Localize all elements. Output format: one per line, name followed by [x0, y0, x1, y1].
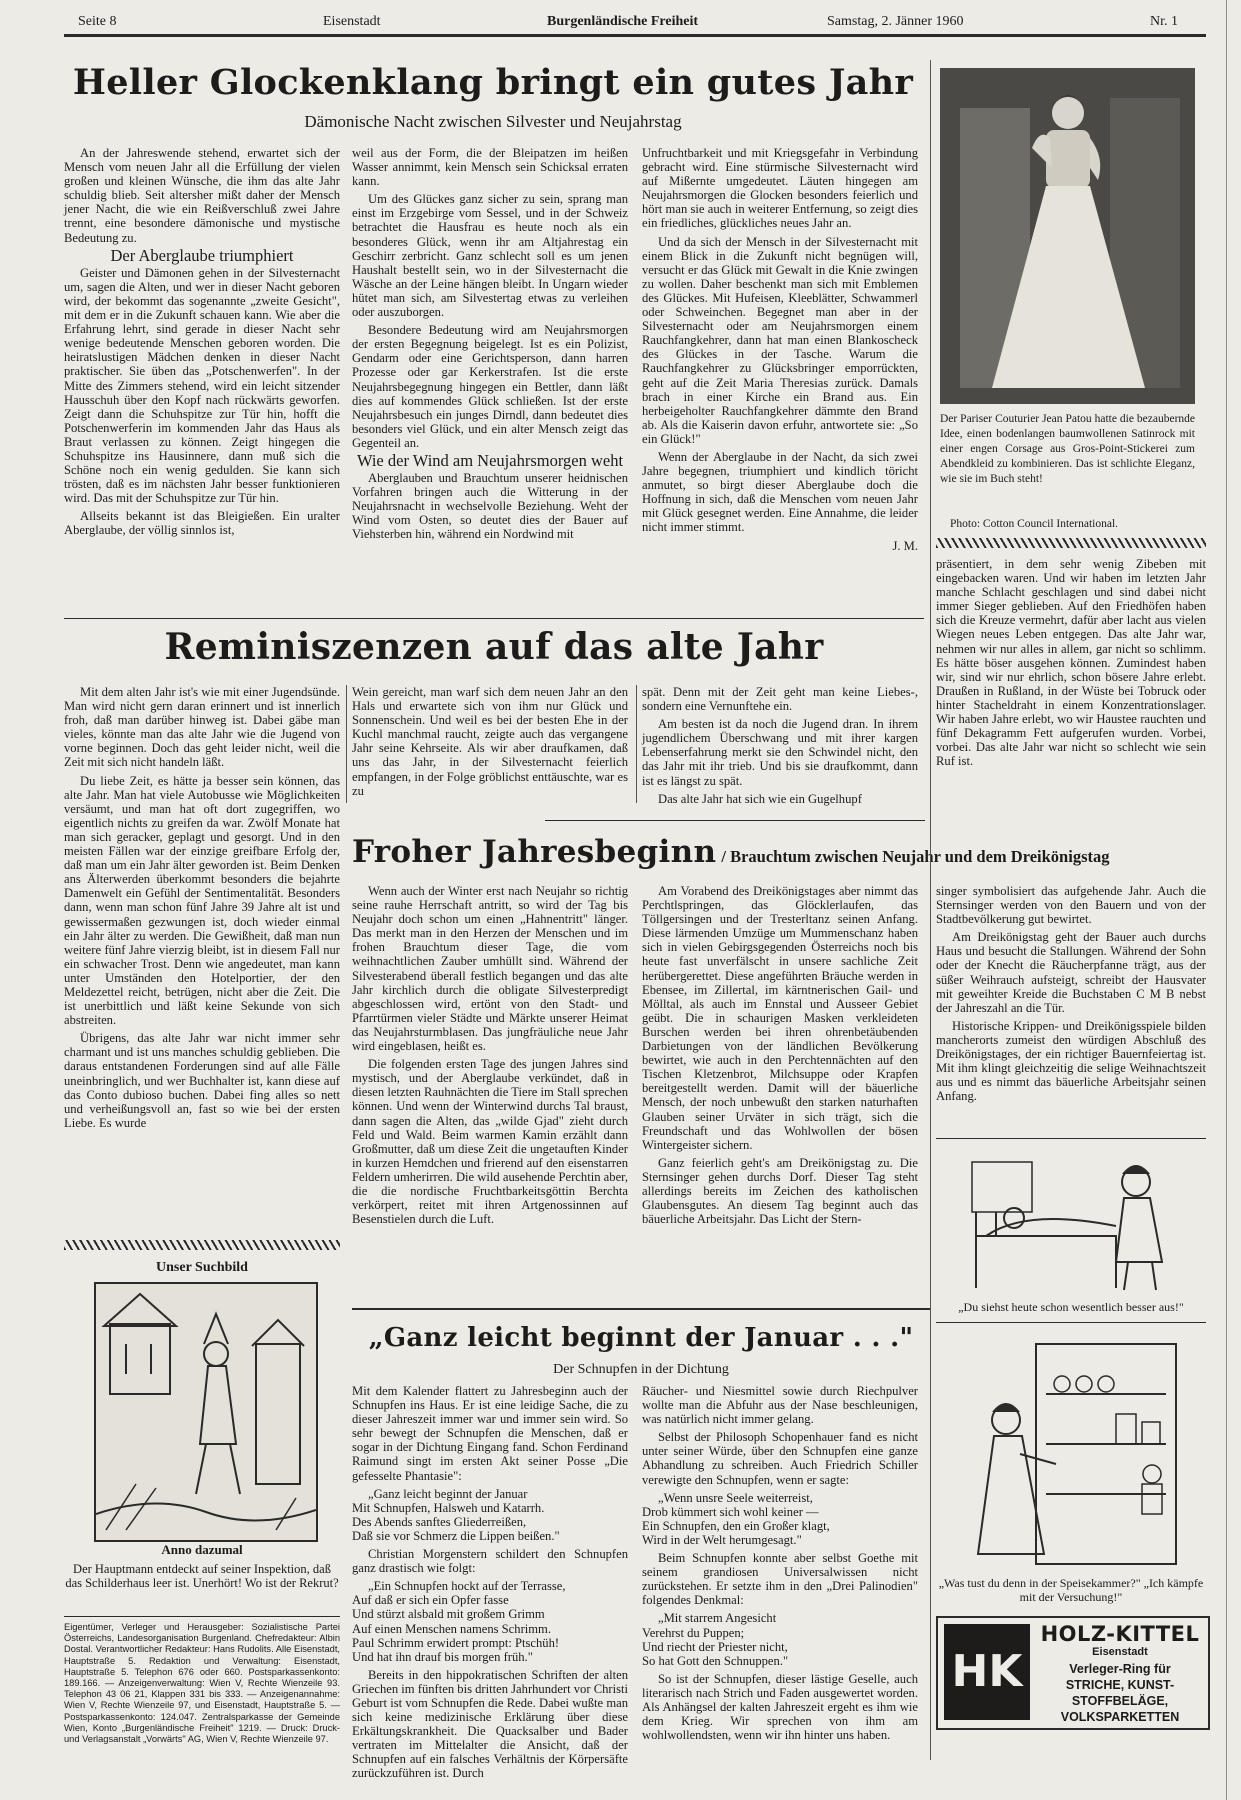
paragraph: Unfruchtbarkeit und mit Kriegsgefahr in Verbindung gebracht wird. Eine stürmische Silvesternacht wird auf Mißernte umgedeutet. Läuten hingegen am Neujahrsmorgen die Glocken besonders feierlich und hört man sie auch in weiterer Entfernung, so zeigt dies ein friedliches, glückliches neues Jahr an.: [642, 146, 918, 231]
paragraph: Selbst der Philosoph Schopenhauer fand es nicht unter seiner Würde, über den Schnupfen eine ganze Abhandlung zu schreiben. Auch Friedrich Schiller verewigte den Schnupfen, wenn er sagte:: [642, 1430, 918, 1487]
paragraph: Beim Schnupfen konnte aber selbst Goethe mit seinem grandiosen Universalwissen nicht zurückstehen. Er setzte ihm in den „Drei Palinodien" folgendes Denkmal:: [642, 1551, 918, 1608]
paragraph: präsentiert, in dem sehr wenig Zibeben mit eingebacken waren. Und wir haben im letzten Jahr manche Schlacht geschlagen und sind dabei nicht immer Sieger geblieben. Auf den Friedhöfen haben sich die Kreuze vermehrt, dafür aber lacht aus vielen Wiegen neues Leben entgegen. Das alte Jahr war, nehmen wir nur alles in allem, gar nicht so schlimm. Es hätte böser ausgehen können. Zumindest haben wir, sind wir nur ehrlich, schon bösere Jahre erlebt. Draußen in Rußland, in der Wüste bei Tobruck oder hinter Stacheldraht in einem Konzentrationslager. Wir haben Jahre erlebt, wo wir Haustee rauchten und fünf Dekagramm Fett aufgerufen wurden. Vorbei, vorbei. Das alte Jahr war nicht so schlecht wie sein Ruf ist.: [936, 557, 1206, 769]
column-rule: [636, 685, 637, 803]
cartoon2-caption: „Was tust du denn in der Speisekammer?" „Ich kämpfe mit der Versuchung!": [938, 1576, 1204, 1604]
article2-col1: [64, 685, 340, 1134]
fashion-photo: [940, 68, 1195, 404]
rule: [936, 1322, 1206, 1323]
article2-right-col: [936, 557, 1206, 772]
paragraph: Am Dreikönigstag geht der Bauer auch durchs Haus und besucht die Stallungen. Während der Sohn oder der Knecht die Räucherpfanne trägt, aus der süßer Weihrauch aufsteigt, schreibt der Hausvater mit geweihter Kreide die Buchstaben C M B nebst der Jahreszahl an die Tür.: [936, 930, 1206, 1015]
article1-col2: [352, 146, 628, 546]
photo-caption: Der Pariser Couturier Jean Patou hatte die bezaubernde Idee, einen bodenlangen baumwollenen Satinrock mit einer engen Corsage aus Gros-Point-Stickerei zum Abendkleid zu kombinieren. Das ist schlichte Eleganz, wie sie im Buch steht!: [940, 413, 1195, 485]
subheading: Wie der Wind am Neujahrsmorgen weht: [356, 450, 624, 470]
paragraph: So ist der Schnupfen, dieser lästige Geselle, auch literarisch nach Strich und Faden ausgewertet worden. Als Anhängsel der kalten Jahreszeit ergeht es ihm wie dem Krieg. Wir sprechen von ihm am wohlwollendsten, wenn wir ihn hinter uns haben.: [642, 1671, 918, 1743]
paragraph: Wein gereicht, man warf sich dem neuen Jahr an den Hals und erwartete sich von ihm nur Glück und Sonnenschein. Und weil es bei der besten Ehe in der Kuchl manchmal raucht, zeigte auch das vergangene Jahr seine Kehrseite. Als wir aber draufkamen, daß uns das Jahr, in der Silvesternacht feierlich empfangen, in der Folge gröblichst enttäuschte, war es zu: [352, 685, 628, 798]
column-rule: [930, 60, 931, 1760]
paragraph: Wenn auch der Winter erst nach Neujahr so richtig seine rauhe Herrschaft antritt, so wird der Tag bis Neujahr doch schon um einen „Hahnentritt" länger. Das merkt man in den Herzen der Menschen und im frohen Brauchtum dieser Tage, die vom weihnachtlichen Zauber umhüllt sind. Während der Silvesterabend überall festlich begangen und das alte Jahr kirchlich durch die obligate Silvesterpredigt abgeschlossen wird, ertönt von den Stadt- und Pfarrtürmen vieler Städte und Märkte unserer Heimat das Neujahrsturmblasen. Das jungfräuliche neue Jahr wird eingeblasen, heißt es.: [352, 884, 628, 1054]
puzzle-image: [94, 1282, 318, 1542]
poem: „Wenn unsre Seele weiterreist, Drob kümmert sich wohl keiner — Ein Schnupfen, den ein Großer klagt, Wird in der Welt herumgesagt.": [642, 1490, 830, 1547]
paragraph: Allseits bekannt ist das Bleigießen. Ein uralter Aberglaube, der völlig sinnlos ist,: [64, 509, 340, 538]
article3-subtitle: / Brauchtum zwischen Neujahr und dem Dreikönigstag: [721, 847, 1110, 866]
puzzle-text: Der Hauptmann entdeckt auf seiner Inspektion, daß das Schilderhaus leer ist. Unerhört! Wo ist der Rekrut?: [65, 1562, 339, 1590]
rule: [545, 820, 925, 821]
ad-city: Eisenstadt: [1092, 1646, 1148, 1658]
paragraph: Historische Krippen- und Dreikönigsspiele bilden mancherorts zumeist den würdigen Abschluß des Dreikönigstages, der ein richtiger Bauernfeiertag ist. Mit ihm klingt gleichzeitig die selige Weihnachtszeit aus und es nimmt das bäuerliche Arbeitsjahr seinen Anfang.: [936, 1018, 1206, 1104]
cartoon1-caption: „Du siehst heute schon wesentlich besser aus!": [958, 1300, 1184, 1314]
paragraph: Am besten ist da noch die Jugend dran. In ihrem jugendlichem Überschwang und mit ihrer kargen Lebenserfahrung merkt sie den Schwindel nicht, den das Jahr mit ihr trieb. Und bis sie draufkommt, dann ist es längst zu spät.: [642, 717, 918, 788]
paragraph: Besondere Bedeutung wird am Neujahrsmorgen der ersten Begegnung beigelegt. Ist es ein Polizist, Gendarm oder eine Gerichtsperson, dann harren Prozesse oder gar Kerkerstrafen. Ist die erste Neujahrsbegegnung hingegen ein Bettler, dann läßt dies auf kommendes Glück schließen. Ist der erste Neujahrsbesuch ein junges Dirndl, dann bedeutet dies besonders viel Glück, und ein alter Mensch zeigt das Gegenteil an.: [352, 323, 628, 450]
paragraph: Die folgenden ersten Tage des jungen Jahres sind mystisch, und der Aberglaube verkündet, daß in diesen letzten Rauhnächten die Tiere im Stall sprechen können. Und wenn der Winterwind durchs Tal braust, dann sagen die Alten, das „wilde Gjad" zieht durch Feld und Wald. Beim warmen Kamin erzählt dann Großmutter, daß um diese Zeit die ungetauften Kinder in kurzen Hemdchen und frierend auf den eisenstarren Feldern umherirren. Die wild ausehende Perchtin aber, die die nordische Fruchtbarkeitsgöttin Berchta verkörpert, reitet mit ihren Artgenossinnen auf Besenstielen durch die Luft.: [352, 1057, 628, 1227]
column-rule: [346, 685, 347, 803]
page-edge-rule: [1226, 0, 1227, 1800]
ad-text: [1036, 1622, 1204, 1725]
article1-col1: [64, 146, 340, 542]
paragraph: Und da sich der Mensch in der Silvesternacht mit einem Blick in die Zukunft nicht begnügen will, versucht er das Glück mit Gewalt in die Knie zwingen zu wollen. Daher beschenkt man sich mit Emblemen des Glückes. Mit Hufeisen, Kleeblätter, Schwammerl oder Schweinchen. Begegnet man aber in der Silvesternacht oder am Neujahrsmorgen einem Rauchfangkehrer, dann hat man einen Blankoscheck des Glückes in der Tasche. Warum die Rauchfangkehrer zu Glücksbringer emporrückten, geht auf die Zeit Maria Theresias zurück. Damals brach in einer Kirche ein Brand aus. Ein herbeigeholter Rauchfangkehrer dämmte den Brand ab. Als die Kaiserin davon erfuhr, antwortete sie: „So ein Glück!": [642, 234, 918, 446]
cartoon-sickbed: [966, 1152, 1186, 1294]
poem: „Ein Schnupfen hockt auf der Terrasse, Auf daß er sich ein Opfer fasse Und stürzt alsbald mit großem Grimm Auf einen Menschen namens Schrimm. Paul Schrimm erwidert prompt: Ptschüh! Und hat ihn drauf bis morgen früh.": [352, 1579, 566, 1664]
article1-author: J. M.: [892, 538, 918, 553]
article3-header: [352, 834, 1110, 870]
photo-credit: Photo: Cotton Council International.: [950, 518, 1119, 530]
article3-title: Froher Jahresbeginn: [352, 834, 717, 870]
subheading: Der Aberglaube triumphiert: [110, 245, 294, 265]
article2-col3: [642, 685, 918, 810]
page-number: Seite 8: [78, 14, 117, 29]
article4-col2: [642, 1384, 918, 1746]
article1-subtitle: Dämonische Nacht zwischen Silvester und Neujahrstag: [304, 112, 682, 131]
paragraph: Um des Glückes ganz sicher zu sein, sprang man einst im Erzgebirge vom Sessel, und in der Schweiz betrachtet die Hausfrau es heute noch als ein besonderes Glück, wenn ihr am Altjahrestag ein Geschirr zerbricht. Ganz schlecht soll es um jenen Haushalt bestellt sein, wo in der Silvesternacht die Wäsche an der Leine hängen bleibt. In Ungarn wieder hütet man sich, am Silvestertag etwas zu verleihen oder auszuborgen.: [352, 192, 628, 320]
paragraph: Aberglauben und Brauchtum unserer heidnischen Vorfahren bringen auch die Witterung in der Neujahrsnacht in wechselvolle Beziehung. Weht der Wind vom Osten, so deutet dies der Bauer auf Viehsterben hin, während ein Nordwind mit: [352, 471, 628, 542]
paragraph: Mit dem Kalender flattert zu Jahresbeginn auch der Schnupfen ins Haus. Er ist eine leidige Sache, die zu dieser Jahreszeit immer war und immer sein wird. So sehr bewegt der Schnupfen die Menschen, daß er sogar in der Dichtung Eingang fand. Schon Ferdinand Raimund singt im ersten Akt seiner Posse „Die gefesselte Phantasie":: [352, 1384, 628, 1483]
puzzle-title: Unser Suchbild: [156, 1260, 248, 1275]
article3-col1: [352, 884, 628, 1230]
paragraph: Geister und Dämonen gehen in der Silvesternacht um, sagen die Alten, und wer in dieser Nacht geboren wird, der bekommt das sogenannte „zweite Gesicht", mit dem er in die Zukunft schauen kann. Wie aber die Erfahrung lehrt, sind gerade in dieser Nacht sehr wenige bedeutende Menschen geboren worden. Die heiratslustigen Mädchen denken in dieser Nacht praktischer. Sie üben das „Potschenwerfen". In der Mitte des Zimmers stehend, wird ein leicht sitzender Hausschuh über den Kopf nach rückwärts geworfen. Zeigt dann die Schuhspitze zur Tür hin, hofft die Potschenwerferin im kommenden Jahr das Haus als Braut verlassen zu können. Zeigt hingegen die Schuhspitze ins Hausinnere, dann muß sich die Schöne noch ein wenig gedulden. Sie kann sich trösten, daß es im nächsten Jahr besser funktionieren wird. Das mit der Schuhspitze zur Tür hin.: [64, 265, 340, 506]
ad-line2: STRICHE, KUNST-: [1065, 1678, 1175, 1692]
article4-subtitle: Der Schnupfen in der Dichtung: [553, 1362, 729, 1377]
ad-line3: STOFFBELÄGE,: [1071, 1694, 1169, 1708]
rule: [64, 1616, 340, 1617]
paragraph: Das alte Jahr hat sich wie ein Gugelhupf: [658, 791, 862, 806]
advertisement: [936, 1616, 1210, 1730]
article4-col1: [352, 1384, 628, 1785]
rule: [64, 618, 924, 619]
header-date: Samstag, 2. Jänner 1960: [827, 14, 964, 29]
article1-col3: [642, 146, 918, 553]
paragraph: Mit dem alten Jahr ist's wie mit einer Jugendsünde. Man wird nicht gern daran erinnert und ist innerlich froh, daß man darüber hinweg ist. Dabei gäbe man vieles, könnte man das alte Jahr wie die Jugend von vorne beginnen. Doch das geht leider nicht, weil die Zeit mit sich nicht handeln läßt.: [64, 685, 340, 770]
paragraph: singer symbolisiert das aufgehende Jahr. Auch die Sternsinger werden von den Bauern und von der Stadtbevölkerung gut bewirtet.: [936, 884, 1206, 927]
article1-title: Heller Glockenklang bringt ein gutes Jahr: [72, 62, 914, 103]
paragraph: Du liebe Zeit, es hätte ja besser sein können, das alte Jahr. Man hat viele Autobusse wie Möglichkeiten versäumt, und man hat oft dort zugegriffen, wo eigentlich nichts zu greifen da war. Zwölf Monate hat man sich geracker, geplagt und gesorgt. Und in den meisten Fällen war der einzige greifbare Erfolg der, daß man um ein Jahr älter geworden ist. Beim Denken ans Älterwerden überkommt besonders die bejahrte Damenwelt ein Gefühl der Sentimentalität. Besonders dann, wenn man schon fünf Jahre 39 Jahre alt ist und gewissermaßen gezwungen ist, doch wieder einmal ein Jahr älter zu werden. Die Gewißheit, daß man nun weitere fünf Jahre vierzig bleibt, ist in diesem Fall nur ein schwacher Trost. Denn wie angedeutet, man kann unter Umständen den Hotelportier, der den Meldezettel reicht, betrügen, nicht aber die Zeit. Die ist unerbittlich und läßt keine Sekunde von sich abstreiten.: [64, 773, 340, 1028]
header-paper: Burgenländische Freiheit: [547, 14, 699, 29]
puzzle-image-caption: Anno dazumal: [161, 1542, 243, 1557]
article3-col2: [642, 884, 918, 1230]
article4-title: „Ganz leicht beginnt der Januar . . .": [368, 1323, 914, 1353]
header-city: Eisenstadt: [323, 14, 381, 29]
paragraph: Bereits in den hippokratischen Schriften der alten Griechen im fünften bis dritten Jahrhundert vor Christi Geburt ist vom Schnupfen die Rede. Dabei wußte man sich keine medizinische Erklärung über diese Erkältungskrankheit. Die Quacksalber und Bader vertraten im Mittelalter die Ansicht, daß der Schnupfen auf ein falsches Verhältnis der Körpersäfte zurückzuführen ist. Durch: [352, 1667, 628, 1781]
ad-line1: Verleger-Ring für: [1069, 1662, 1171, 1676]
rule: [352, 1308, 930, 1310]
ad-name: HOLZ-KITTEL: [1040, 1622, 1200, 1646]
paragraph: Wenn der Aberglaube in der Nacht, da sich zwei Jahre begegnen, triumphiert und kindlich töricht anmutet, so birgt dieser Aberglaube doch die Hoffnung in sich, daß die Menschen vom neuen Jahr mit Glück gesegnet werden. Eine Annahme, die leider nicht immer stimmt.: [642, 449, 918, 535]
paragraph: Ganz feierlich geht's am Dreikönigstag zu. Die Sternsinger gehen durchs Dorf. Dieser Tag steht allerdings bereits im Zeichen des katholischen Glaubensgutes. An diesem Tag beginnt auch das bäuerliche Arbeitsjahr. Das Licht der Stern-: [642, 1155, 918, 1227]
ad-line4: VOLKSPARKETTEN: [1060, 1710, 1180, 1724]
paragraph: An der Jahreswende stehend, erwartet sich der Mensch vom neuen Jahr all die Erfüllung der vielen großen und kleinen Wünsche, die ihm das alte Jahr schuldig blieb. Seit altersher mißt daher der Mensch jener Nacht, die wie ein Reißverschluß zwei Jahre trennt, eine besondere dämonische und mystische Bedeutung zu.: [64, 146, 340, 245]
paragraph: spät. Denn mit der Zeit geht man keine Liebes-, sondern eine Vernunftehe ein.: [642, 685, 918, 714]
cartoon-pantry: [966, 1334, 1186, 1570]
header-issue: Nr. 1: [1150, 14, 1178, 29]
paragraph: Übrigens, das alte Jahr war nicht immer sehr charmant und ist uns manches schuldig geblieben. Die daraus entstandenen Forderungen sind auf alle Fälle uneinbringlich, und wer Buchhalter ist, kann diese auf das Conto dubioso buchen. Dabei fing alles so nett und verheißungsvoll an, fast so wie bei der ersten Liebe. Es wurde: [64, 1031, 340, 1130]
divider-hatch: [936, 538, 1206, 548]
article2-title: Reminiszenzen auf das alte Jahr: [164, 626, 824, 668]
poem: „Mit starrem Angesicht Verehrst du Puppen; Und riecht der Priester nicht, So hat Gott den Schnuppen.": [642, 1611, 789, 1668]
poem: „Ganz leicht beginnt der Januar Mit Schnupfen, Halsweh und Katarrh. Des Abends sanftes Gliederreißen, Daß sie vor Schmerz die Lippen beißen.": [352, 1486, 560, 1543]
rule: [936, 1138, 1206, 1139]
article2-col2: [352, 685, 628, 802]
article3-col3: [936, 884, 1206, 1107]
divider-hatch: [64, 1240, 340, 1250]
header-rule: [64, 34, 1206, 37]
paragraph: Christian Morgenstern schildert den Schnupfen ganz drastisch wie folgt:: [352, 1547, 628, 1576]
paragraph: Am Vorabend des Dreikönigstages aber nimmt das Perchtlspringen, das Glöcklerlaufen, das Töllgersingen und der Tresterltanz seinen Anfang. Diese lärmenden Umzüge um Mummenschanz haben sich in vielen Gebirgsgegenden Österreichs noch bis heute fast unverfälscht in unsere sachliche Zeit herübergerettet. Diese angeführten Bräuche werden in Ebensee, im Zillertal, im kärntnerischen Gail- und Mölltal, als auch im Ennstal und Ausseer Gebiet geübt. Die in schaurigen Masken verkleideten Burschen werden bei ihren ohrenbetäubenden Darbietungen von der ländlichen Bevölkerung bewirtet, wie auch in den Perchtennächten auf den Tischen Kletzenbrot, Milchsuppe oder Krapfen bereitgestellt werden. Damit will der bäuerliche Mensch, der noch unbewußt den starken naturhaften Glauben seiner Urväter in sich trägt, sich die Freundschaft und das Wohlwollen der bösen Wintergeister sichern.: [642, 884, 918, 1152]
ad-logo: HK: [944, 1624, 1030, 1720]
paragraph: Räucher- und Niesmittel sowie durch Riechpulver wollte man die Abfuhr aus der Nase beschleunigen, was natürlich nicht immer gelang.: [642, 1384, 918, 1427]
imprint: Eigentümer, Verleger und Herausgeber: Sozialistische Partei Österreichs, Landesorganisation Burgenland. Chefredakteur: Albin Dostal. Verantwortlicher Redakteur: Hans Rudolits. Alle Eisenstadt, Hauptstraße 5. Redaktion und Verwaltung: Eisenstadt, Hauptstraße 5. Telephon 676 oder 660. Postsparkassenkonto: 189.166. — Anzeigenverwaltung: Wien V, Rechte Wienzeile 93. Telephon 43 06 21, Klappen 331 bis 333. — Anzeigenannahme: Wien V, Rechte Wienzeile 97, und Eisenstadt, Hauptstraße 5. — Postsparkassenkonto: 124.047. Zentralsparkasse der Gemeinde Wien, Konto „Burgenländische Freiheit" 1219. — Druck: Druck- und Verlagsanstalt „Vorwärts" AG, Wien V, Rechte Wienzeile 97.: [64, 1622, 340, 1745]
paragraph: weil aus der Form, die der Bleipatzen im heißen Wasser annimmt, kein Mensch sein Schicksal erraten kann.: [352, 146, 628, 189]
